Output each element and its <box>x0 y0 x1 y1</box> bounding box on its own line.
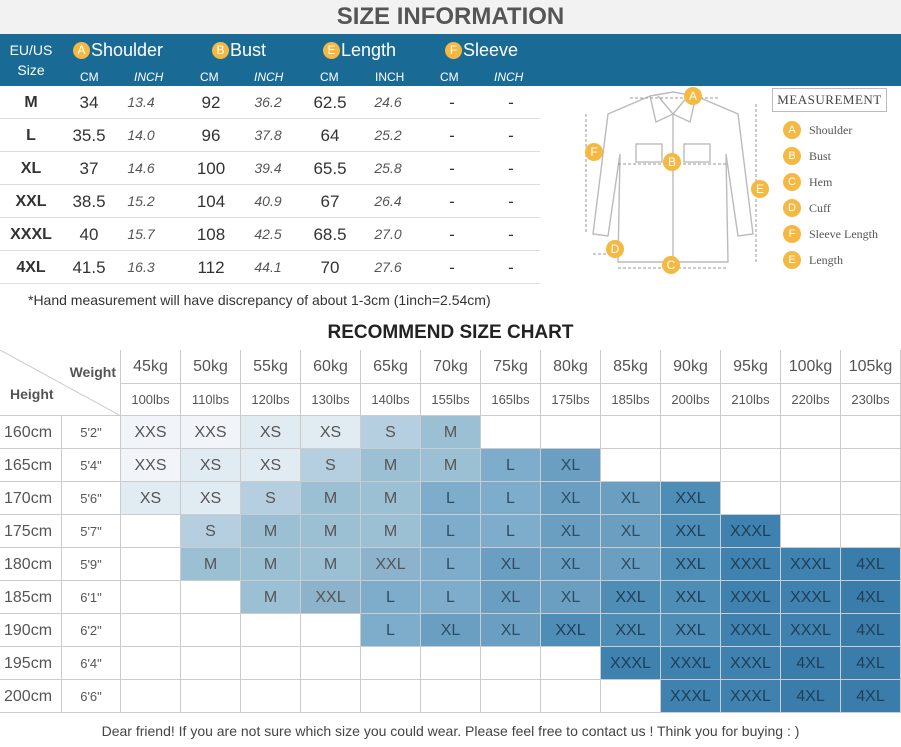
height-ft-label: 6'4" <box>62 647 121 680</box>
weight-kg-header: 75kg <box>481 350 541 384</box>
letter-b-icon: B <box>212 42 229 59</box>
size-value-cell: 62.5 <box>313 93 347 112</box>
size-recommendation-cell: XS <box>181 482 241 515</box>
size-recommendation-cell <box>841 416 901 449</box>
weight-kg-header: 50kg <box>181 350 241 384</box>
height-ft-label: 5'7" <box>62 515 121 548</box>
unit-inch-shoulder: INCH <box>134 70 164 84</box>
size-recommendation-cell <box>241 647 301 680</box>
size-recommendation-cell: L <box>361 581 421 614</box>
weight-kg-header: 60kg <box>301 350 361 384</box>
size-recommendation-cell <box>121 515 181 548</box>
size-value-cell: 35.5 <box>72 126 106 145</box>
size-recommendation-cell <box>541 680 601 713</box>
diagram-letter-d: D <box>606 240 624 258</box>
size-recommendation-cell <box>421 647 481 680</box>
height-ft-label: 6'6" <box>62 680 121 713</box>
size-value-cell: 44.1 <box>254 259 282 275</box>
weight-lbs-header: 200lbs <box>661 384 721 416</box>
size-recommendation-cell <box>481 416 541 449</box>
unit-cm-length: CM <box>320 70 339 84</box>
size-value-cell: - <box>449 93 455 112</box>
size-recommendation-cell: XXL <box>601 614 661 647</box>
weight-lbs-header: 185lbs <box>601 384 661 416</box>
size-recommendation-cell: M <box>241 548 301 581</box>
size-recommendation-cell: L <box>421 581 481 614</box>
size-value-cell: 16.3 <box>127 259 155 275</box>
size-recommendation-cell: XL <box>541 548 601 581</box>
page-title-text: SIZE INFORMATION <box>336 3 565 30</box>
diagram-letter-c: C <box>662 256 680 274</box>
size-recommendation-cell: M <box>361 515 421 548</box>
size-recommendation-cell: 4XL <box>841 581 901 614</box>
weight-lbs-header: 155lbs <box>421 384 481 416</box>
size-value-cell: 65.5 <box>313 159 347 178</box>
size-value-cell: - <box>449 225 455 244</box>
header-length-label: Length <box>341 40 397 60</box>
size-value-cell: 27.6 <box>374 259 402 275</box>
size-recommendation-cell: 4XL <box>841 614 901 647</box>
size-recommendation-cell <box>721 482 781 515</box>
size-recommendation-cell: L <box>481 449 541 482</box>
size-recommendation-cell: XL <box>481 581 541 614</box>
size-recommendation-cell: L <box>421 515 481 548</box>
size-recommendation-cell <box>361 647 421 680</box>
size-value-cell: 15.7 <box>127 226 155 242</box>
size-recommendation-cell <box>121 647 181 680</box>
size-recommendation-cell <box>721 416 781 449</box>
corner-bottom-label: Size <box>17 62 45 78</box>
size-value-cell: 42.5 <box>254 226 282 242</box>
size-recommendation-cell: XXL <box>661 614 721 647</box>
size-value-cell: 14.6 <box>127 160 155 176</box>
size-value-cell: - <box>449 159 455 178</box>
height-ft-label: 5'4" <box>62 449 121 482</box>
size-value-cell: - <box>508 258 514 277</box>
size-row <box>0 152 540 185</box>
size-recommendation-cell: XXXL <box>721 581 781 614</box>
size-recommendation-cell: XXL <box>661 515 721 548</box>
size-value-cell: 14.0 <box>127 127 155 143</box>
size-recommendation-cell <box>181 647 241 680</box>
legend-letter-icon: E <box>783 251 801 269</box>
size-label: XL <box>20 160 42 177</box>
size-recommendation-cell: L <box>421 482 481 515</box>
weight-kg-header: 85kg <box>601 350 661 384</box>
size-recommendation-cell <box>301 680 361 713</box>
size-recommendation-cell <box>601 416 661 449</box>
weight-lbs-header: 220lbs <box>781 384 841 416</box>
weight-lbs-header: 165lbs <box>481 384 541 416</box>
size-value-cell: 92 <box>201 93 221 112</box>
diagram-letter-e: E <box>751 180 769 198</box>
size-value-cell: 37 <box>79 159 99 178</box>
size-value-cell: 108 <box>196 225 226 244</box>
corner-diagonal <box>0 350 121 416</box>
height-cm-label: 180cm <box>0 548 62 581</box>
size-value-cell: 39.4 <box>254 160 282 176</box>
size-recommendation-cell: XS <box>121 482 181 515</box>
size-value-cell: 38.5 <box>72 192 106 211</box>
legend-label: Sleeve Length <box>809 226 878 241</box>
size-recommendation-cell: XL <box>541 449 601 482</box>
size-recommendation-cell: XXXL <box>781 581 841 614</box>
size-value-cell: - <box>449 192 455 211</box>
weight-lbs-header: 130lbs <box>301 384 361 416</box>
weight-kg-header: 45kg <box>121 350 181 384</box>
legend-letter-icon: D <box>783 199 801 217</box>
size-recommendation-cell: L <box>481 515 541 548</box>
weight-lbs-header: 110lbs <box>181 384 241 416</box>
height-cm-label: 195cm <box>0 647 62 680</box>
header-sleeve <box>445 40 518 61</box>
size-value-cell: 37.8 <box>254 127 282 143</box>
size-recommendation-cell <box>661 416 721 449</box>
unit-inch-length: INCH <box>375 70 405 84</box>
size-value-cell: 68.5 <box>313 225 347 244</box>
size-label: XXL <box>15 193 47 210</box>
legend-label: Bust <box>809 148 832 163</box>
size-recommendation-cell <box>301 614 361 647</box>
size-recommendation-cell: XXS <box>121 449 181 482</box>
size-value-cell: - <box>508 225 514 244</box>
size-recommendation-cell: S <box>181 515 241 548</box>
size-row <box>0 218 540 251</box>
size-value-cell: 112 <box>197 258 225 277</box>
size-label: 4XL <box>16 259 46 276</box>
size-recommendation-cell: M <box>421 449 481 482</box>
weight-lbs-header: 120lbs <box>241 384 301 416</box>
header-shoulder-label: Shoulder <box>91 40 164 60</box>
weight-lbs-header: 100lbs <box>121 384 181 416</box>
size-recommendation-cell: 4XL <box>841 647 901 680</box>
weight-kg-header: 55kg <box>241 350 301 384</box>
size-recommendation-cell: XL <box>421 614 481 647</box>
size-recommendation-cell: S <box>301 449 361 482</box>
size-recommendation-cell <box>421 680 481 713</box>
recommend-title: RECOMMEND SIZE CHART <box>327 322 574 343</box>
size-recommendation-cell <box>181 680 241 713</box>
size-recommendation-cell: XS <box>241 449 301 482</box>
size-value-cell: 26.4 <box>374 193 402 209</box>
size-recommendation-cell: M <box>241 515 301 548</box>
size-recommendation-cell: XXL <box>601 581 661 614</box>
size-recommendation-cell: XL <box>601 482 661 515</box>
size-recommendation-cell <box>841 482 901 515</box>
size-recommendation-cell <box>121 680 181 713</box>
size-recommendation-cell: 4XL <box>841 548 901 581</box>
size-recommendation-cell: XL <box>541 515 601 548</box>
size-recommendation-cell <box>781 515 841 548</box>
size-value-cell: 25.2 <box>374 127 402 143</box>
size-label: L <box>26 127 36 144</box>
size-row <box>0 251 540 284</box>
size-value-cell: 100 <box>196 159 226 178</box>
size-recommendation-cell <box>781 416 841 449</box>
corner-top-label: EU/US <box>9 42 53 58</box>
size-recommendation-cell: XXL <box>361 548 421 581</box>
unit-cm-shoulder: CM <box>80 70 99 84</box>
unit-cm-sleeve: CM <box>440 70 459 84</box>
grid-corner <box>0 350 121 416</box>
size-recommendation-cell: XL <box>481 614 541 647</box>
size-recommendation-cell <box>541 416 601 449</box>
size-recommendation-cell <box>301 647 361 680</box>
size-recommendation-cell <box>781 449 841 482</box>
size-row <box>0 119 540 152</box>
size-recommendation-cell: XL <box>601 548 661 581</box>
page-title <box>0 0 901 34</box>
weight-kg-header: 80kg <box>541 350 601 384</box>
size-recommendation-cell: XXXL <box>721 614 781 647</box>
size-recommendation-cell: L <box>361 614 421 647</box>
legend-letter-icon: F <box>783 225 801 243</box>
height-cm-label: 190cm <box>0 614 62 647</box>
size-recommendation-cell <box>121 548 181 581</box>
size-recommendation-cell: XXXL <box>721 515 781 548</box>
size-recommendation-cell: M <box>241 581 301 614</box>
size-header-corner <box>0 40 62 80</box>
size-value-cell: 34 <box>79 93 99 112</box>
weight-kg-header: 105kg <box>841 350 901 384</box>
size-value-cell: - <box>508 93 514 112</box>
header-shoulder <box>73 40 163 61</box>
size-recommendation-cell: XXXL <box>781 548 841 581</box>
legend-item <box>783 251 843 269</box>
height-ft-label: 5'9" <box>62 548 121 581</box>
size-recommendation-cell: M <box>301 548 361 581</box>
size-recommendation-cell: XXS <box>181 416 241 449</box>
size-recommendation-cell: XXXL <box>781 614 841 647</box>
size-recommendation-cell: XXL <box>541 614 601 647</box>
size-value-cell: 70 <box>320 258 340 277</box>
size-value-cell: 40.9 <box>254 193 282 209</box>
size-recommendation-cell: XXL <box>661 548 721 581</box>
legend-letter-icon: B <box>783 147 801 165</box>
weight-kg-header: 70kg <box>421 350 481 384</box>
height-ft-label: 6'1" <box>62 581 121 614</box>
diagram-letter-b: B <box>663 153 681 171</box>
size-recommendation-cell <box>181 614 241 647</box>
header-bust-label: Bust <box>230 40 267 60</box>
weight-kg-header: 95kg <box>721 350 781 384</box>
size-recommendation-cell <box>661 449 721 482</box>
size-recommendation-cell: 4XL <box>841 680 901 713</box>
legend-label: Length <box>809 252 843 267</box>
height-label: Height <box>10 386 54 402</box>
legend-item <box>783 199 831 217</box>
size-recommendation-cell: XS <box>301 416 361 449</box>
height-cm-label: 160cm <box>0 416 62 449</box>
size-recommendation-cell: L <box>481 482 541 515</box>
size-value-cell: 41.5 <box>72 258 106 277</box>
height-ft-label: 5'2" <box>62 416 121 449</box>
size-recommendation-cell: XXL <box>661 581 721 614</box>
size-recommendation-cell <box>541 647 601 680</box>
height-ft-label: 6'2" <box>62 614 121 647</box>
size-row <box>0 86 540 119</box>
legend-item <box>783 173 832 191</box>
height-cm-label: 170cm <box>0 482 62 515</box>
size-recommendation-cell: XL <box>541 581 601 614</box>
legend-item <box>783 225 878 243</box>
size-recommendation-cell: XXL <box>661 482 721 515</box>
size-row <box>0 185 540 218</box>
size-recommendation-cell: M <box>301 515 361 548</box>
unit-inch-bust: INCH <box>254 70 284 84</box>
size-recommendation-cell <box>121 581 181 614</box>
size-recommendation-cell: M <box>361 449 421 482</box>
size-recommendation-cell: XXS <box>121 416 181 449</box>
legend-letter-icon: C <box>783 173 801 191</box>
size-recommendation-cell <box>241 680 301 713</box>
weight-kg-header: 100kg <box>781 350 841 384</box>
size-value-cell: 36.2 <box>254 94 282 110</box>
size-value-cell: 104 <box>196 192 226 211</box>
measurement-note: *Hand measurement will have discrepancy of about 1-3cm (1inch=2.54cm) <box>28 292 491 308</box>
size-recommendation-cell: 4XL <box>781 680 841 713</box>
size-recommendation-cell <box>841 515 901 548</box>
size-value-cell: - <box>508 126 514 145</box>
letter-a-icon: A <box>73 42 90 59</box>
size-recommendation-cell <box>781 482 841 515</box>
size-value-cell: 67 <box>320 192 340 211</box>
footer-message: Dear friend! If you are not sure which size you could wear. Please feel free to contact us ! Think you for buying : ) <box>101 723 800 739</box>
size-recommendation-cell: XL <box>481 548 541 581</box>
size-recommendation-cell: XXXL <box>721 548 781 581</box>
size-recommendation-cell <box>721 449 781 482</box>
header-bust <box>212 40 266 61</box>
legend-item <box>783 121 852 139</box>
legend-item <box>783 147 831 165</box>
size-recommendation-cell: XXXL <box>721 680 781 713</box>
size-recommendation-cell: M <box>301 482 361 515</box>
size-recommendation-cell: XXXL <box>601 647 661 680</box>
size-recommendation-cell <box>241 614 301 647</box>
size-recommendation-cell <box>481 680 541 713</box>
size-label: M <box>24 94 38 111</box>
size-recommendation-cell <box>481 647 541 680</box>
height-cm-label: 175cm <box>0 515 62 548</box>
size-value-cell: - <box>508 192 514 211</box>
height-cm-label: 200cm <box>0 680 62 713</box>
size-recommendation-cell: S <box>241 482 301 515</box>
size-recommendation-cell: M <box>181 548 241 581</box>
size-recommendation-cell: L <box>421 548 481 581</box>
letter-e-icon: E <box>323 42 340 59</box>
size-recommendation-cell <box>361 680 421 713</box>
size-value-cell: 40 <box>79 225 99 244</box>
weight-lbs-header: 210lbs <box>721 384 781 416</box>
size-recommendation-cell <box>121 614 181 647</box>
unit-cm-bust: CM <box>200 70 219 84</box>
legend-letter-icon: A <box>783 121 801 139</box>
size-value-cell: - <box>508 159 514 178</box>
size-recommendation-cell <box>181 581 241 614</box>
size-recommendation-cell: XL <box>541 482 601 515</box>
size-recommendation-cell <box>601 449 661 482</box>
header-sleeve-label: Sleeve <box>463 40 519 60</box>
weight-kg-header: 90kg <box>661 350 721 384</box>
size-recommendation-cell: S <box>361 416 421 449</box>
header-length <box>323 40 396 61</box>
size-recommendation-cell: XXL <box>301 581 361 614</box>
size-value-cell: - <box>449 126 455 145</box>
legend-label: Shoulder <box>809 122 853 137</box>
weight-kg-header: 65kg <box>361 350 421 384</box>
size-recommendation-cell: XXXL <box>721 647 781 680</box>
legend-label: Cuff <box>809 200 831 215</box>
size-value-cell: 64 <box>320 126 340 145</box>
size-recommendation-cell: M <box>421 416 481 449</box>
legend-label: Hem <box>809 174 833 189</box>
height-cm-label: 165cm <box>0 449 62 482</box>
size-recommendation-cell: XS <box>241 416 301 449</box>
diagram-letter-a: A <box>684 87 702 105</box>
size-recommendation-cell: XL <box>601 515 661 548</box>
size-value-cell: 13.4 <box>127 94 155 110</box>
size-value-cell: 96 <box>201 126 221 145</box>
size-recommendation-cell: 4XL <box>781 647 841 680</box>
size-label: XXXL <box>10 226 52 243</box>
diagram-letter-f: F <box>585 143 603 161</box>
weight-lbs-header: 230lbs <box>841 384 901 416</box>
size-value-cell: 15.2 <box>127 193 155 209</box>
size-recommendation-cell: M <box>361 482 421 515</box>
size-value-cell: 25.8 <box>374 160 402 176</box>
size-recommendation-cell <box>601 680 661 713</box>
height-cm-label: 185cm <box>0 581 62 614</box>
weight-lbs-header: 175lbs <box>541 384 601 416</box>
size-value-cell: 24.6 <box>374 94 402 110</box>
weight-label: Weight <box>69 364 116 380</box>
measurement-title: MEASUREMENT <box>772 88 887 112</box>
unit-inch-sleeve: INCH <box>494 70 524 84</box>
weight-lbs-header: 140lbs <box>361 384 421 416</box>
size-table-header <box>0 34 901 86</box>
size-recommendation-cell: XS <box>181 449 241 482</box>
height-ft-label: 5'6" <box>62 482 121 515</box>
size-recommendation-cell: XXXL <box>661 647 721 680</box>
size-recommendation-cell: XXXL <box>661 680 721 713</box>
letter-f-icon: F <box>445 42 462 59</box>
size-value-cell: 27.0 <box>374 226 402 242</box>
size-value-cell: - <box>449 258 455 277</box>
size-recommendation-cell <box>841 449 901 482</box>
